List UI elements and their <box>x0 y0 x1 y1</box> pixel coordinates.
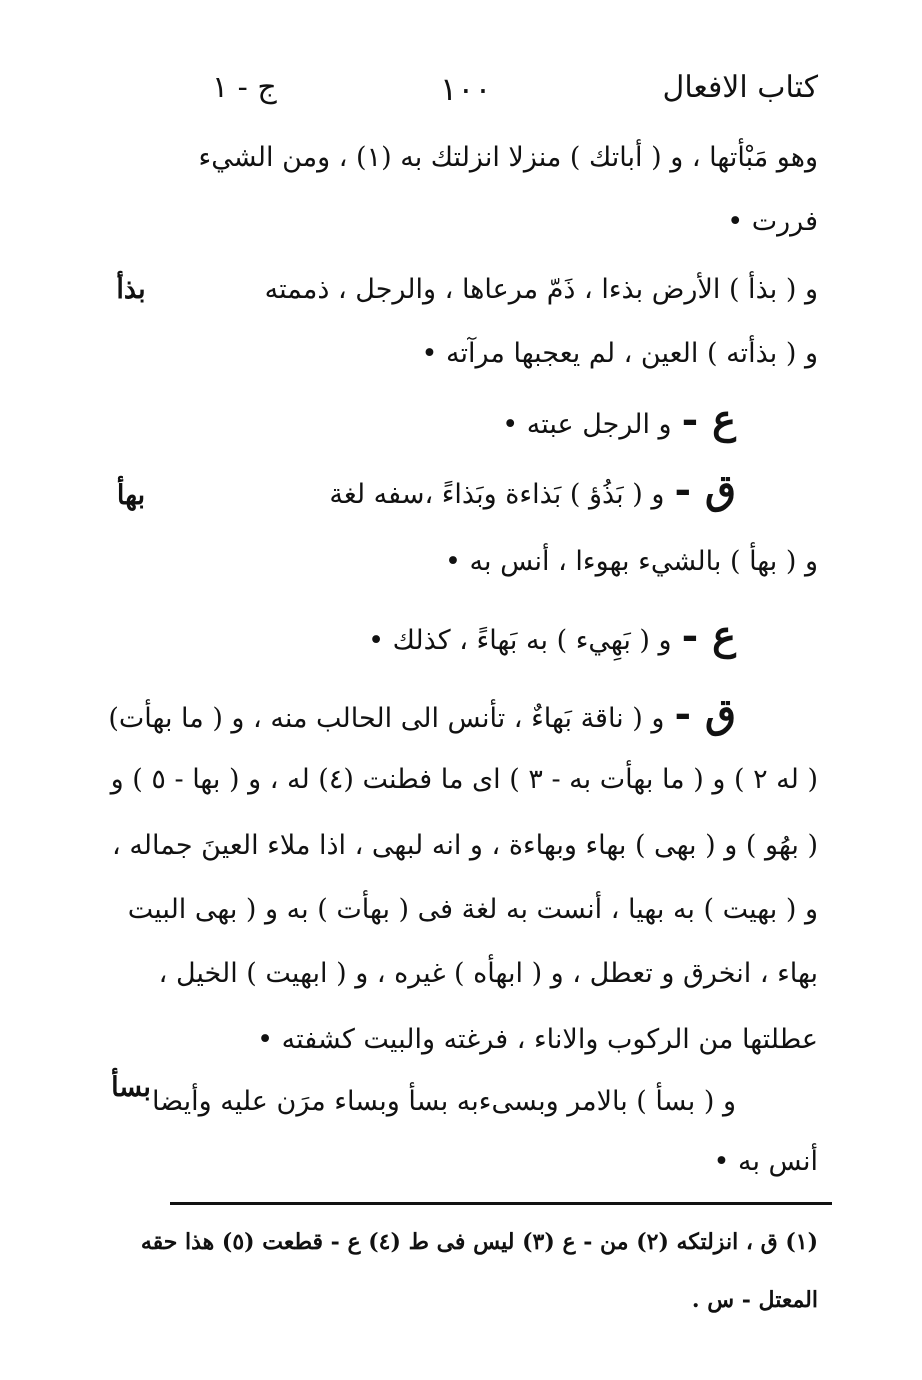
text-line-9 <box>108 686 736 742</box>
text-line-6 <box>329 462 736 518</box>
text-line-7: و ( بهأ ) بالشيء بهوءا ، أنس به • <box>445 546 818 577</box>
text-line-5 <box>502 392 736 448</box>
line-text: و ( ناقة بَهاءٌ ، تأنس الى الحالب منه ، و ( ما بهأت) <box>108 703 665 734</box>
footnote-line-1: (١) ق ، انزلتكه (٢) من - ع (٣) ليس فى ط (٤) ع - قطعت (٥) هذا حقه <box>140 1229 818 1255</box>
text-line-4: و ( بذأته ) العين ، لم يعجبها مرآته • <box>421 338 818 369</box>
book-title: كتاب الافعال <box>662 70 818 105</box>
text-line-14: عطلتها من الركوب والاناء ، فرغته والبيت كشفته • <box>257 1024 818 1055</box>
line-text: و الرجل عبته • <box>502 409 672 440</box>
footnote-line-2: المعتل - س . <box>691 1287 818 1313</box>
text-line-10: ( له ٢ ) و ( ما بهأت به - ٣ ) اى ما فطنت (٤) له ، و ( بها - ٥ ) و <box>110 764 818 795</box>
margin-root-1: بذأ <box>116 274 146 305</box>
source-marker: ق - <box>674 690 736 737</box>
volume-number: ج - ١ <box>212 70 277 105</box>
margin-root-3: بسأ <box>111 1072 151 1103</box>
text-line-12: و ( بهيت ) به بهيا ، أنست به لغة فى ( بهأت ) به و ( بهى البيت <box>127 894 818 925</box>
margin-root-2: بهأ <box>116 480 146 511</box>
text-line-16: أنس به • <box>713 1146 818 1177</box>
page-number: ١٠٠ <box>440 70 492 108</box>
source-marker: ع - <box>681 612 736 659</box>
text-line-3: و ( بذأ ) الأرض بذءا ، ذَمّ مرعاها ، والرجل ، ذممته <box>264 274 818 305</box>
text-line-15: و ( بسأ ) بالامر وبسىءبه بسأ وبساء مرَن عليه وأيضا <box>151 1086 736 1117</box>
text-line-2: فررت • <box>727 206 818 237</box>
text-line-1: وهو مَبْأتها ، و ( أباتك ) منزلا انزلتك به (١) ، ومن الشيء <box>198 142 818 173</box>
text-line-11: ( بهُو ) و ( بهى ) بهاء وبهاءة ، و انه لبهى ، اذا ملاء العينَ جماله ، <box>112 830 818 861</box>
footnote-divider <box>170 1202 832 1205</box>
source-marker: ع - <box>681 396 736 443</box>
line-text: و ( بَهِيء ) به بَهاءً ، كذلك • <box>368 625 672 656</box>
line-text: و ( بَذُؤ ) بَذاءة وبَذاءً ،سفه لغة <box>329 479 665 510</box>
text-line-8 <box>368 608 736 664</box>
source-marker: ق - <box>674 466 736 513</box>
text-line-13: بهاء ، انخرق و تعطل ، و ( ابهأه ) غيره ، و ( ابهيت ) الخيل ، <box>158 958 818 989</box>
